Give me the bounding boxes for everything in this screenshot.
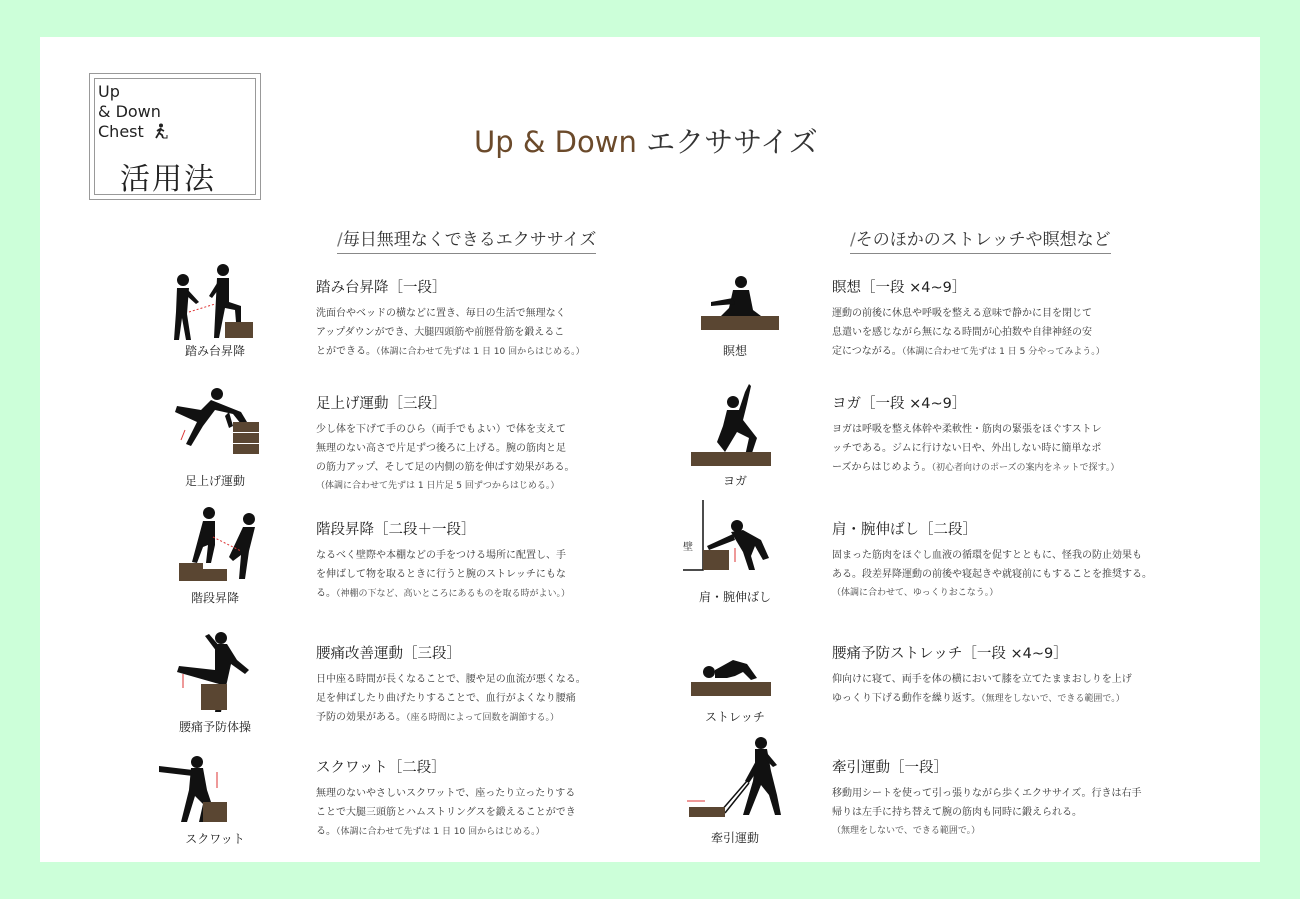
logo-box bbox=[89, 73, 261, 200]
exercise-title: 足上げ運動［三段］ bbox=[316, 396, 447, 412]
exercise-note: （神棚の下など、高いところにあるものを取る時がよい。） bbox=[336, 589, 571, 599]
section-heading-left: /毎日無理なくできるエクササイズ bbox=[337, 225, 596, 254]
figure-caption: 足上げ運動 bbox=[184, 474, 245, 488]
figure-traction-walk bbox=[665, 735, 805, 845]
figure-leg-raise bbox=[145, 382, 285, 488]
exercise-stair-step bbox=[316, 518, 606, 604]
exercise-note: （体調に合わせて、ゆっくりおこなう。） bbox=[832, 588, 999, 598]
exercise-title: スクワット［二段］ bbox=[316, 760, 446, 776]
exercise-description: ヨガは呼吸を整え体幹や柔軟性・筋肉の緊張をほぐすストレ ッチである。ジムに行けない日や、外出しない時に簡単なポ ーズからはじめよう。（初心者向けのポーズの案内をネットで探す。） bbox=[832, 424, 1120, 473]
exercise-shoulder-stretch bbox=[832, 518, 1162, 603]
exercise-description: 無理のないやさしいスクワットで、座ったり立ったりする ことで大腿三頭筋とハムストリングスを鍛えることができ る。（体調に合わせて先ずは 1 日 10 回からはじめる。） bbox=[316, 788, 576, 837]
figure-caption: 瞑想 bbox=[722, 344, 747, 358]
logo-main-text: 活用法 bbox=[120, 162, 216, 197]
wall-label: 壁 bbox=[683, 542, 693, 553]
exercise-note: （初心者向けのポーズの案内をネットで探す。） bbox=[931, 463, 1120, 473]
exercise-description: 運動の前後に休息や呼吸を整える意味で静かに目を閉じて 息遣いを感じながら無になる時間が心拍数や自律神経の安 定につながる。（体調に合わせて先ずは 1 日 5 分やってみよう。） bbox=[832, 308, 1105, 357]
exercise-description: 日中座る時間が長くなることで、腰や足の血流が悪くなる。 足を伸ばしたり曲げたりすることで、血行がよくなり腰痛 予防の効果がある。（座る時間によって回数を調節する。） bbox=[316, 674, 586, 723]
exercise-leg-raise bbox=[316, 392, 606, 496]
exercise-note: （無理をしないで、できる範囲で。） bbox=[832, 826, 981, 836]
figure-shoulder-stretch bbox=[665, 500, 805, 604]
stair-climber-icon bbox=[152, 123, 168, 139]
exercise-description: 固まった筋肉をほぐし血液の循環を促すとともに、怪我の防止効果も ある。段差昇降運動の前後や寝起きや就寝前にもすることを推奨する。 （体調に合わせて、ゆっくりおこなう。） bbox=[832, 546, 1162, 603]
exercise-note: （体調に合わせて先ずは 1 日 5 分やってみよう。） bbox=[901, 347, 1105, 357]
page-title bbox=[474, 120, 818, 161]
exercise-title: 肩・腕伸ばし［二段］ bbox=[832, 522, 977, 538]
exercise-title: 瞑想［一段 ×4~9］ bbox=[832, 280, 967, 296]
exercise-yoga bbox=[832, 392, 1152, 478]
logo-line-up: Up bbox=[98, 82, 120, 101]
logo-line-chest: Chest bbox=[98, 122, 168, 142]
exercise-title: 牽引運動［一段］ bbox=[832, 760, 948, 776]
figure-caption: スクワット bbox=[185, 832, 245, 846]
figure-back-exercise bbox=[145, 630, 285, 734]
figure-meditation bbox=[665, 270, 805, 370]
exercise-description: なるべく壁際や本棚などの手をつける場所に配置し、手 を伸ばして物を取るときに行うと腕のストレッチにもな る。（神棚の下など、高いところにあるものを取る時がよい。） bbox=[316, 550, 571, 599]
figure-stair-step bbox=[145, 507, 285, 607]
page-title-en: Up & Down bbox=[474, 125, 637, 159]
exercise-description: 少し体を下げて手のひら（両手でもよい）で体を支えて 無理のない高さで片足ずつ後ろに上げる。腕の筋肉と足 の筋力アップ、そして足の内側の筋を伸ばす効果がある。 （体調に合わせて先ずは 1 日片足 5 回ずつからはじめる。） bbox=[316, 420, 606, 496]
figure-caption: 肩・腕伸ばし bbox=[698, 590, 771, 604]
exercise-meditation bbox=[832, 276, 1152, 362]
figure-yoga bbox=[665, 380, 805, 488]
exercise-note: （体調に合わせて先ずは 1 日 10 回からはじめる。） bbox=[376, 347, 585, 357]
exercise-title: 腰痛予防ストレッチ［一段 ×4~9］ bbox=[832, 646, 1068, 662]
exercise-description: 仰向けに寝て、両手を体の横において膝を立てたままおしりを上げ ゆっくり下げる動作を繰り返す。（無理をしないで、できる範囲で。） bbox=[832, 674, 1132, 704]
exercise-back-stretch bbox=[832, 642, 1162, 709]
exercise-note: （体調に合わせて先ずは 1 日 10 回からはじめる。） bbox=[336, 827, 545, 837]
figure-step-up bbox=[145, 262, 285, 362]
exercise-title: 階段昇降［二段＋一段］ bbox=[316, 522, 476, 538]
figure-caption: 階段昇降 bbox=[190, 591, 239, 605]
exercise-note: （体調に合わせて先ずは 1 日片足 5 回ずつからはじめる。） bbox=[316, 481, 560, 491]
figure-caption: 腰痛予防体操 bbox=[178, 720, 251, 734]
exercise-note: （座る時間によって回数を調節する。） bbox=[406, 713, 560, 723]
figure-caption: 牽引運動 bbox=[710, 831, 759, 845]
exercise-title: 腰痛改善運動［三段］ bbox=[316, 646, 461, 662]
exercise-note: （無理をしないで、できる範囲で。） bbox=[981, 694, 1125, 704]
logo-line-down: & Down bbox=[98, 102, 161, 121]
exercise-traction bbox=[832, 756, 1162, 841]
exercise-description: 移動用シートを使って引っ張りながら歩くエクササイズ。行きは右手 帰りは左手に持ち替えて腕の筋肉も同時に鍛えられる。 （無理をしないで、できる範囲で。） bbox=[832, 784, 1162, 841]
figure-caption: ヨガ bbox=[722, 474, 747, 488]
figure-caption: 踏み台昇降 bbox=[184, 344, 245, 358]
exercise-back-improvement bbox=[316, 642, 606, 728]
section-heading-right: /そのほかのストレッチや瞑想など bbox=[850, 225, 1111, 254]
exercise-title: 踏み台昇降［一段］ bbox=[316, 280, 447, 296]
exercise-description: 洗面台やベッドの横などに置き、毎日の生活で無理なく アップダウンができ、大腿四頭筋や前脛骨筋を鍛えるこ とができる。（体調に合わせて先ずは 1 日 10 回からはじめる。） bbox=[316, 308, 585, 357]
figure-squat bbox=[145, 752, 285, 852]
page-title-ja: エクササイズ bbox=[636, 125, 818, 159]
exercise-squat bbox=[316, 756, 606, 842]
figure-caption: ストレッチ bbox=[705, 710, 765, 724]
exercise-title: ヨガ［一段 ×4~9］ bbox=[832, 396, 967, 412]
exercise-step-up bbox=[316, 276, 606, 362]
